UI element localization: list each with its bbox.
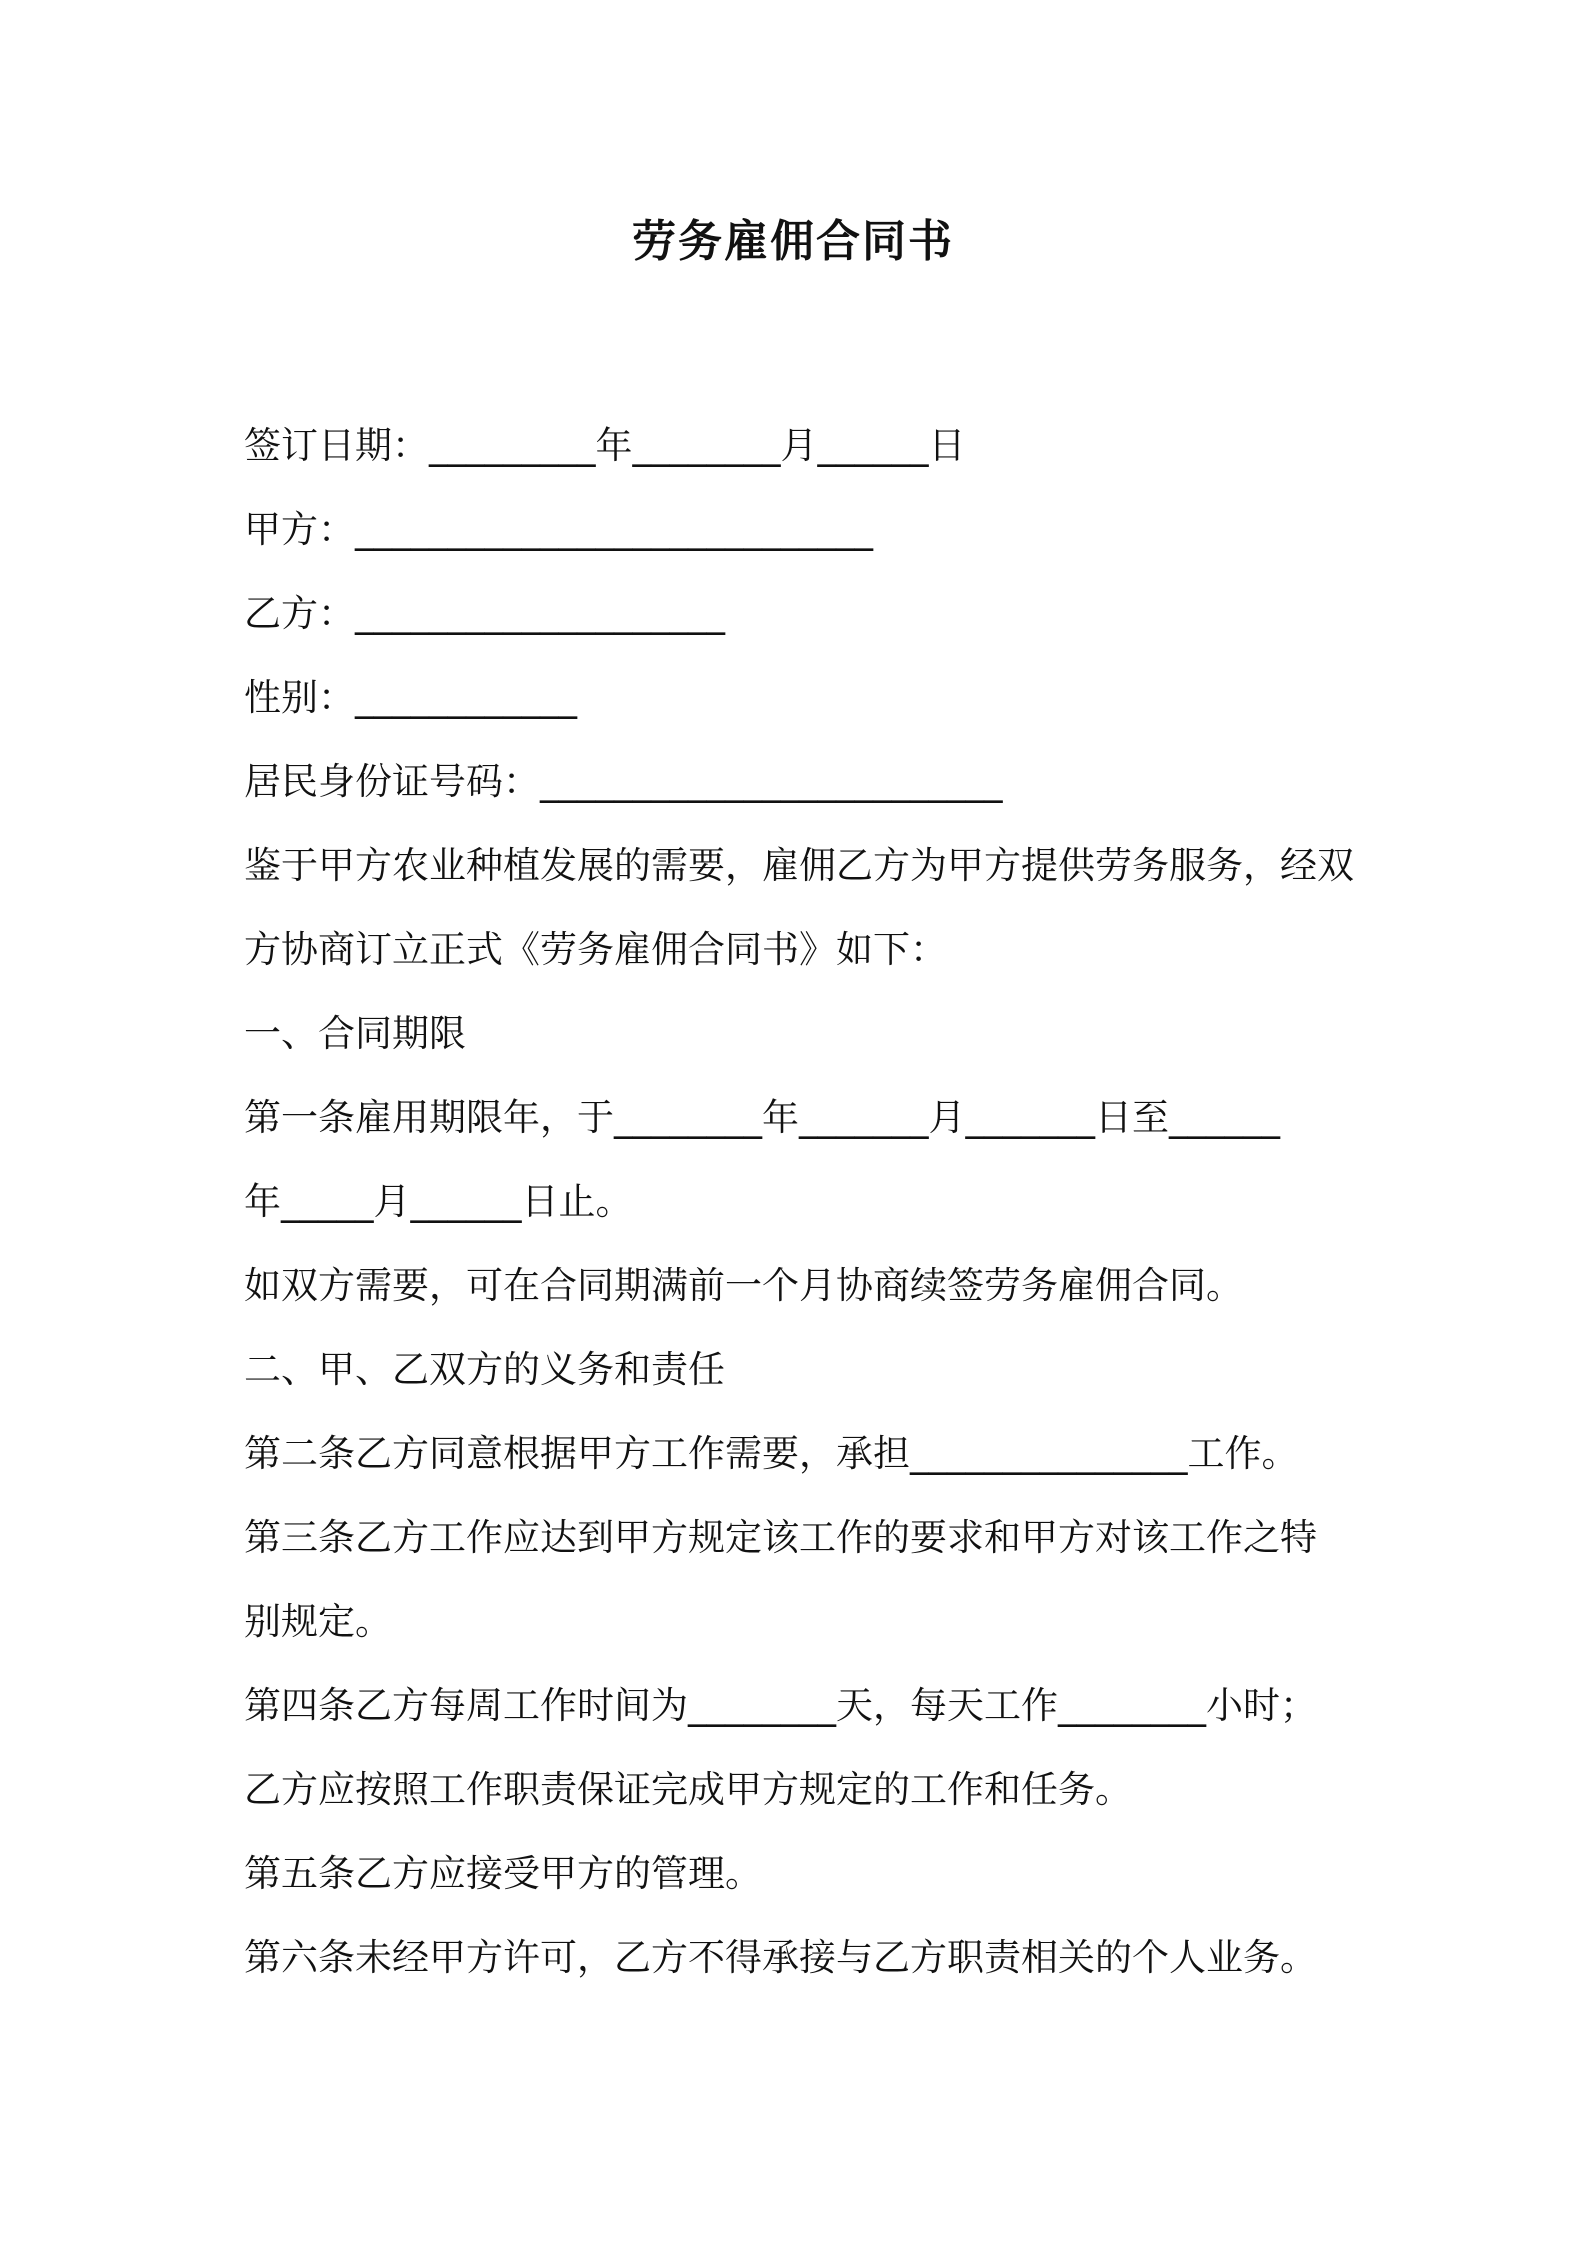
preamble-line-1: 鉴于甲方农业种植发展的需要，雇佣乙方为甲方提供劳务服务，经双 xyxy=(244,844,1354,887)
id-number-line: 居民身份证号码：_________________________ xyxy=(244,760,1003,803)
article-1-line-2: 年_____月______日止。 xyxy=(244,1180,633,1223)
gender-line: 性别：____________ xyxy=(244,676,577,719)
article-4-line-1: 第四条乙方每周工作时间为________天，每天工作________小时； xyxy=(244,1684,1317,1727)
preamble-line-2: 方协商订立正式《劳务雇佣合同书》如下： xyxy=(244,928,947,971)
article-3-line-2: 别规定。 xyxy=(244,1600,392,1643)
section-heading-duties: 二、甲、乙双方的义务和责任 xyxy=(244,1348,725,1391)
article-3-line-1: 第三条乙方工作应达到甲方规定该工作的要求和甲方对该工作之特 xyxy=(244,1516,1317,1559)
article-4-line-2: 乙方应按照工作职责保证完成甲方规定的工作和任务。 xyxy=(244,1768,1132,1811)
signing-date-line: 签订日期：_________年________月______日 xyxy=(244,424,966,467)
section-heading-term: 一、合同期限 xyxy=(244,1012,466,1055)
article-5: 第五条乙方应接受甲方的管理。 xyxy=(244,1852,762,1895)
article-2: 第二条乙方同意根据甲方工作需要，承担_______________工作。 xyxy=(244,1432,1299,1475)
party-b-line: 乙方：____________________ xyxy=(244,592,725,635)
document-title: 劳务雇佣合同书 xyxy=(632,216,954,267)
article-1-line-1: 第一条雇用期限年，于________年_______月_______日至______ xyxy=(244,1096,1280,1139)
renewal-clause: 如双方需要，可在合同期满前一个月协商续签劳务雇佣合同。 xyxy=(244,1264,1243,1307)
article-6: 第六条未经甲方许可，乙方不得承接与乙方职责相关的个人业务。 xyxy=(244,1936,1317,1979)
party-a-line: 甲方：____________________________ xyxy=(244,508,873,551)
document-body xyxy=(244,404,1364,2000)
